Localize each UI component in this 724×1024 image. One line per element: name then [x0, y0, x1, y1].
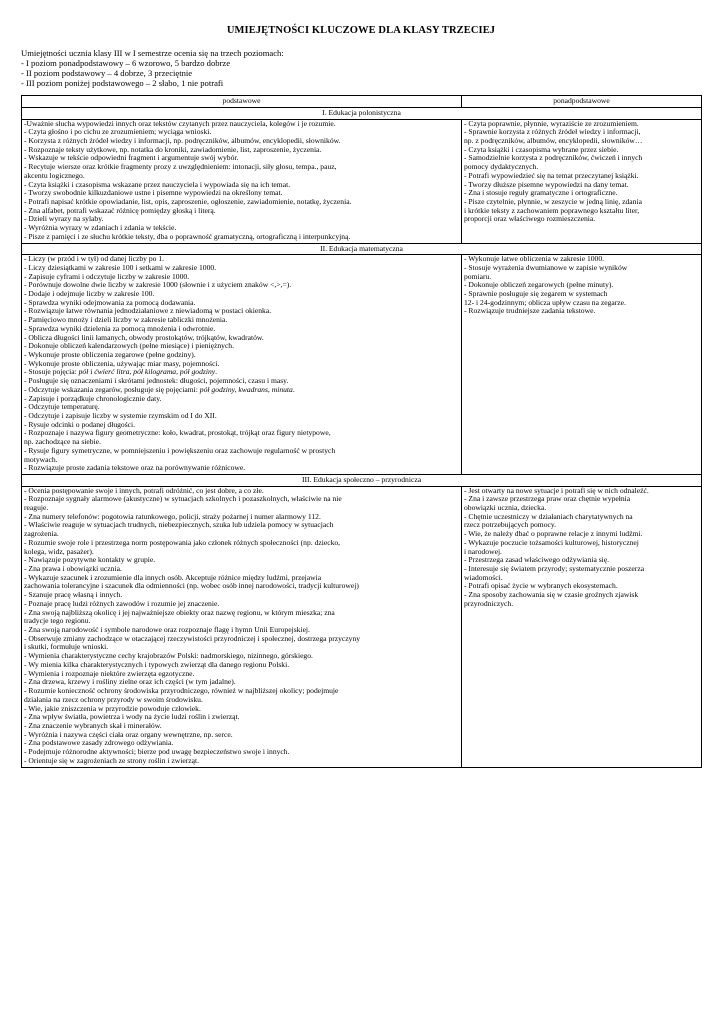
skill-line: - Sprawdza wyniki odejmowania za pomocą dodawania.: [24, 297, 196, 307]
skill-line: - Wy mienia kilka charakterystycznych i typowych zwierząt dla danego regionu Polski.: [24, 659, 290, 669]
skill-line: - Rozumie konieczność ochrony środowiska przyrodniczego, również w najbliższej okolicy; podejmuje: [24, 686, 339, 696]
column-header-basic: podstawowe: [22, 96, 462, 108]
skill-line: - Sprawdza wyniki dzielenia za pomocą mnożenia i odwrotnie.: [24, 323, 216, 333]
skill-line: - Rozumie swoje role i przestrzega norm postępowania jako członek różnych społeczności (np. dziecko,: [24, 537, 341, 547]
skill-line: - Wykazuje poczucie tożsamości kulturowej, historycznej: [464, 537, 639, 547]
skill-line: przyrodniczych.: [464, 598, 514, 608]
skill-line: - Poznaje pracę ludzi różnych zawodów i rozumie jej znaczenie.: [24, 598, 220, 608]
section-heading-row: [22, 108, 702, 120]
skill-line: - Ocenia postępowanie swoje i innych, potrafi odróżnić, co jest dobre, a co złe.: [24, 485, 264, 495]
skill-line: pomiaru.: [464, 271, 492, 281]
skill-line: - Pamięciowo mnoży i dzieli liczby w zakresie tabliczki mnożenia.: [24, 315, 228, 325]
skill-line: - Samodzielnie korzysta z podręczników, ćwiczeń i innych: [464, 153, 643, 163]
skill-line: - Rysuje figury symetryczne, w pomniejszeniu i powiększeniu oraz zachowuje regularność w prostych: [24, 445, 336, 455]
basic-skills-cell: [22, 255, 462, 475]
skill-line: - Sprawnie posługuje się zegarem w systemach: [464, 288, 608, 298]
skill-line: rzecz potrzebujących pomocy.: [464, 520, 557, 530]
skill-line: np. zachodzące na siebie.: [24, 437, 101, 447]
section-content-row: [22, 255, 702, 475]
section-heading: II. Edukacja matematyczna: [22, 243, 702, 255]
skill-line: - Zna swoją najbliższą okolicę i jej najważniejsze obiekty oraz nazwę regionu, w którym mieszka; zna: [24, 607, 335, 617]
skill-line: - Zna wpływ światła, powietrza i wody na życie ludzi roślin i zwierząt.: [24, 712, 240, 722]
skill-line: - Tworzy dłuższe pisemne wypowiedzi na dany temat.: [464, 179, 629, 189]
document-title: UMIEJĘTNOŚCI KLUCZOWE DLA KLASY TRZECIEJ: [226, 25, 496, 36]
skill-line: - Wie, jakie zniszczenia w przyrodzie powoduje człowiek.: [24, 703, 201, 713]
intro-line: Umiejętności ucznia klasy III w I semestrze ocenia się na trzech poziomach:: [21, 48, 284, 58]
skill-line: - Czyta poprawnie, płynnie, wyraziście ze zrozumieniem.: [464, 118, 639, 128]
skill-line: akcentu logicznego.: [24, 170, 85, 180]
intro-line: - I poziom ponadpodstawowy – 6 wzorowo, 5 bardzo dobrze: [21, 58, 231, 68]
skill-line: - Dodaje i odejmuje liczby w zakresie 100.: [24, 288, 155, 298]
advanced-skills-cell: [462, 255, 702, 475]
skill-line: - Wymienia charakterystyczne cechy krajobrazów Polski: nadmorskiego, nizinnego, górskiego.: [24, 651, 313, 661]
skill-line: tradycje tego regionu.: [24, 616, 91, 626]
skill-line: - Wymienia i rozpoznaje niektóre zwierzęta egzotyczne.: [24, 668, 195, 678]
skill-line: - Właściwie reaguje w sytuacjach trudnych, niebezpiecznych, szuka lub udziela pomocy w sytuacjach: [24, 520, 334, 530]
skill-line: reaguje.: [24, 502, 49, 512]
skill-line: - Recytuje wiersze oraz krótkie fragmenty prozy z uwzględnieniem: intonacji, siły głosu, tempa., pauz,: [24, 162, 337, 172]
table-body: [22, 108, 702, 768]
skill-line: obowiązki ucznia, dziecka.: [464, 502, 547, 512]
skill-line: - Rysuje odcinki o podanej długości.: [24, 419, 136, 429]
skill-line: zagrożenia.: [24, 529, 59, 539]
skill-line: - Zapisuje cyframi i odczytuje liczby w zakresie 1000.: [24, 271, 190, 281]
skill-line: - Sprawnie korzysta z różnych źródeł wiedzy i informacji,: [464, 127, 641, 137]
skill-line: - Zna i zawsze przestrzega praw oraz chętnie wypełnia: [464, 494, 631, 504]
skill-line: - Czyta głośno i po cichu ze zrozumieniem; wyciąga wnioski.: [24, 127, 212, 137]
skill-line: - Odczytuje i zapisuje liczby w systemie rzymskim od I do XII.: [24, 411, 217, 420]
skill-line: - Rozpoznaje sygnały alarmowe (akustyczne) w sytuacjach szkolnych i pozaszkolnych, właściwie na nie: [24, 494, 342, 504]
skill-line: - Pisze z pamięci i ze słuchu krótkie teksty, dba o poprawność gramatyczną, ortograficzną i interpunkcyjną.: [24, 231, 351, 241]
skill-line: wiadomości.: [464, 572, 503, 582]
skill-line: proporcji oraz właściwego rozmieszczenia.: [464, 214, 596, 224]
skill-line: np. z podręczników, albumów, encyklopedii, słowników…: [464, 135, 643, 145]
skill-line: - Wykonuje proste obliczenia, używając miar masy, pojemności.: [24, 358, 220, 368]
skill-line: - Liczy dziesiątkami w zakresie 100 i setkami w zakresie 1000.: [24, 262, 217, 272]
skill-line: i narodowej.: [464, 546, 502, 556]
skill-line: - Potrafi napisać krótkie opowiadanie, list, opis, zaproszenie, ogłoszenie, zawiadomienie, notatkę, życzenia.: [24, 196, 352, 206]
skill-line: - Odczytuje temperaturę.: [24, 402, 100, 412]
skill-line: - Rozpoznaje teksty użytkowe, np. notatka do kroniki, zawiadomienie, list, zaproszenie, życzenia.: [24, 144, 322, 154]
skill-line: - Orientuje się w zagrożeniach ze strony roślin i zwierząt.: [24, 755, 200, 765]
section-heading: I. Edukacja polonistyczna: [22, 108, 702, 120]
section-heading-row: [22, 243, 702, 255]
column-header-advanced: ponadpodstawowe: [462, 96, 702, 108]
table-header-row: [22, 96, 702, 108]
section-heading-row: [22, 475, 702, 487]
skill-line: - Rozwiązuje proste zadania tekstowe oraz na porównywanie różnicowe.: [24, 463, 246, 473]
skill-line: - Wie, że należy dbać o poprawne relacje z innymi ludźmi.: [464, 529, 643, 539]
skill-line: - Czyta książki i czasopisma wskazane przez nauczyciela i wypowiada się na ich temat.: [24, 179, 291, 189]
skill-line: - Przestrzega zasad właściwego odżywiania się.: [464, 555, 610, 565]
skill-line: pomocy dydaktycznych.: [464, 162, 539, 172]
skill-line: - Dokonuje obliczeń zegarowych (pełne minuty).: [464, 280, 614, 290]
skill-line: - Zna podstawowe zasady zdrowego odżywiania.: [24, 738, 174, 748]
section-content-row: [22, 119, 702, 243]
skill-line: motywach.: [24, 454, 58, 464]
skill-line: działania na rzecz ochrony przyrody w swoim środowisku.: [24, 694, 203, 704]
skill-line: - Zna znaczenie wybranych skał i minerałów.: [24, 720, 162, 730]
skill-line: - Stosuje wyrażenia dwumianowe w zapisie wyników: [464, 262, 628, 272]
skill-line: - Pisze czytelnie, płynnie, w zeszycie w jedną linię, zdania: [464, 196, 642, 206]
skill-line: - Zna swoją narodowość i symbole narodowe oraz rozpoznaje flagę i hymn Unii Europejskiej.: [24, 625, 310, 635]
skill-line: - Wykonuje proste obliczenia zegarowe (pełne godziny).: [24, 349, 196, 359]
advanced-skills-cell: [462, 119, 702, 243]
skill-line: - Zna prawa i obowiązki ucznia.: [24, 564, 122, 573]
skill-line: kolega, widz, pasażer).: [24, 546, 94, 556]
skill-line: - Dokonuje obliczeń kalendarzowych (pełne miesiące) i pieniężnych.: [24, 341, 235, 351]
skill-line: - Zna numery telefonów: pogotowia ratunkowego, policji, straży pożarnej i numer alarmowy 112.: [24, 511, 321, 521]
skill-line: - Posługuje się oznaczeniami i skrótami jednostek: długości, pojemności, czasu i masy.: [24, 376, 289, 386]
skills-table: [21, 95, 702, 768]
skill-line: - Rozpoznaje i nazywa figury geometryczne: koło, kwadrat, prostokąt, trójkąt oraz figury nietypowe,: [24, 428, 331, 438]
skill-line: - Odczytuje wskazania zegarów, posługuje się pojęciami: pół godziny, kwadrans, minuta.: [24, 384, 295, 394]
skill-line: - Szanuje pracę własną i innych.: [24, 590, 123, 600]
skill-line: - Zna alfabet, potrafi wskazać różnicę pomiędzy głoską i literą.: [24, 205, 216, 215]
advanced-skills-cell: [462, 486, 702, 767]
skill-line: - Liczy (w przód i w tył) od danej liczby po 1.: [24, 254, 165, 264]
skill-line: - Wskazuje w tekście odpowiedni fragment i argumentuje swój wybór.: [24, 153, 239, 163]
skill-line: - Interesuje się światem przyrody; systematycznie poszerza: [464, 564, 645, 573]
skill-line: - Wykonuje łatwe obliczenia w zakresie 1000.: [464, 254, 605, 264]
skill-line: - Wyróżnia wyrazy w zdaniach i zdania w tekście.: [24, 223, 177, 233]
skill-line: - Zna sposoby zachowania się w czasie groźnych zjawisk: [464, 590, 639, 600]
skill-line: - Korzysta z różnych źródeł wiedzy i informacji, np. podręczników, albumów, encyklopedii, słowników.: [24, 135, 341, 145]
document-page: [21, 21, 701, 768]
skill-line: - Czyta książki i czasopisma wybrane przez siebie.: [464, 144, 619, 154]
skill-line: - Chętnie uczestniczy w działaniach charytatywnych na: [464, 511, 633, 521]
skill-line: - Nawiązuje pozytywne kontakty w grupie.: [24, 555, 156, 565]
skill-line: i skutki, formułuje wnioski.: [24, 642, 109, 652]
intro-line: - III poziom poniżej podstawowego – 2 słabo, 1 nie potrafi: [21, 78, 224, 88]
skill-line: - Wyróżnia i nazywa części ciała oraz organy wewnętrzne, np. serce.: [24, 729, 233, 739]
section-heading: III. Edukacja społeczno – przyrodnicza: [22, 475, 702, 487]
section-content-row: [22, 486, 702, 767]
skill-line: - Podejmuje różnorodne aktywności; bierze pod uwagę bezpieczeństwo swoje i innych.: [24, 747, 290, 757]
skill-line: -Uważnie słucha wypowiedzi innych oraz tekstów czytanych przez nauczyciela, kolegów i je rozumie.: [24, 118, 336, 128]
skill-line: - Wykazuje szacunek i zrozumienie dla innych osób. Akceptuje różnice między ludźmi, przejawia: [24, 572, 322, 582]
skill-line: - Oblicza długości linii łamanych, obwody prostokątów, trójkątów, kwadratów.: [24, 332, 264, 342]
skill-line: - Zna drzewa, krzewy i rośliny zielne oraz ich części (w tym jadalne).: [24, 677, 236, 687]
intro-line: - II poziom podstawowy – 4 dobrze, 3 przeciętnie: [21, 68, 193, 78]
skill-line: - Potrafi opisać życie w wybranych ekosystemach.: [464, 581, 618, 591]
skill-line: - Rozwiązuje trudniejsze zadania tekstowe.: [464, 306, 596, 316]
skill-line: - Potrafi wypowiedzieć się na temat przeczytanej książki.: [464, 170, 639, 180]
skill-line: - Dzieli wyrazy na sylaby.: [24, 214, 104, 224]
skill-line: 12- i 24-godzinnym; oblicza upływ czasu na zegarze.: [464, 297, 626, 307]
skill-line: - Zapisuje i porządkuje chronologicznie daty.: [24, 393, 162, 403]
skill-line: - Zna i stosuje reguły gramatyczne i ortograficzne.: [464, 188, 618, 198]
skill-line: - Jest otwarty na nowe sytuacje i potrafi się w nich odnaleźć.: [464, 485, 649, 495]
skill-line: - Rozwiązuje łatwe równania jednodziałaniowe z niewiadomą w postaci okienka.: [24, 306, 272, 316]
basic-skills-cell: [22, 486, 462, 767]
skill-line: - Tworzy swobodnie kilkuzdaniowe ustne i pisemne wypowiedzi na określony temat.: [24, 188, 283, 198]
skill-line: i krótkie teksty z zachowaniem poprawnego kształtu liter,: [464, 205, 640, 215]
skill-line: zachowania tolerancyjne i szacunek dla odmienności (np. wobec osób innej narodowości, tradycji kulturowej): [24, 581, 359, 591]
skill-line: - Obserwuje zmiany zachodzące w otaczającej rzeczywistości przyrodniczej i społecznej, dostrzega przyczyny: [24, 633, 361, 643]
intro-block: [21, 48, 701, 88]
skill-line: - Stosuje pojęcia: pół i ćwierć litra, pół kilograma, pół godziny.: [24, 367, 218, 377]
basic-skills-cell: [22, 119, 462, 243]
skill-line: - Porównuje dowolne dwie liczby w zakresie 1000 (słownie i z użyciem znaków <,>,=).: [24, 280, 292, 290]
